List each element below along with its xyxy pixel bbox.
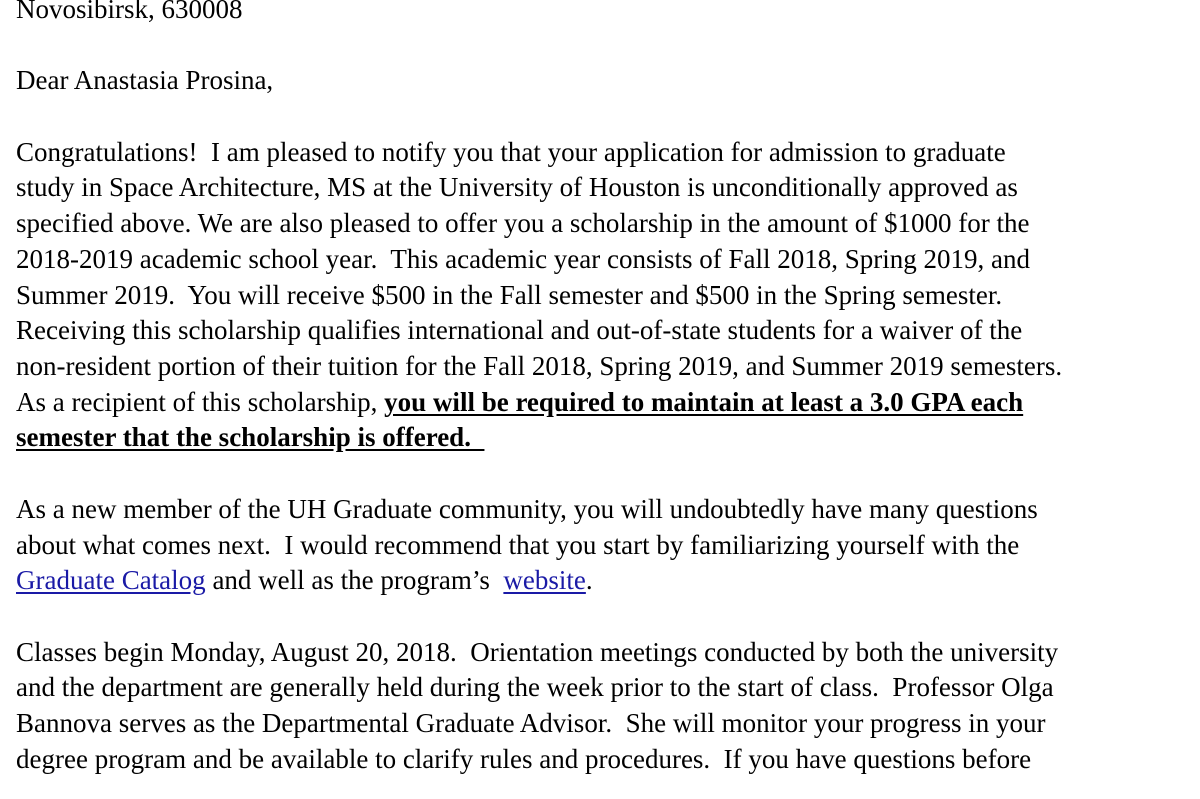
paragraph-line: study in Space Architecture, MS at the University of Houston is unconditionally approved as (16, 172, 1018, 203)
gpa-requirement-prefix: As a recipient of this scholarship, (16, 386, 385, 417)
paragraph-line: As a new member of the UH Graduate community, you will undoubtedly have many questions (16, 493, 1038, 524)
paragraph-line (16, 563, 1196, 599)
community-paragraph (16, 492, 1196, 599)
paragraph-line (16, 420, 1196, 456)
paragraph-line: 2018-2019 academic school year. This academic year consists of Fall 2018, Spring 2019, and (16, 243, 1031, 274)
classes-paragraph (16, 635, 1196, 778)
blank-line (16, 99, 1196, 135)
paragraph-line: Receiving this scholarship qualifies international and out-of-state students for a waiver of the (16, 315, 1023, 346)
paragraph-line: Classes begin Monday, August 20, 2018. Orientation meetings conducted by both the university (16, 636, 1059, 667)
paragraph-line: about what comes next. I would recommend that you start by familiarizing yourself with the (16, 529, 1020, 560)
graduate-catalog-link[interactable]: Graduate Catalog (16, 565, 206, 596)
paragraph-line: non-resident portion of their tuition for the Fall 2018, Spring 2019, and Summer 2019 semesters. (16, 351, 1063, 381)
greeting: Dear Anastasia Prosina, (16, 65, 274, 96)
letter-body (16, 0, 1196, 777)
sentence-end: . (585, 565, 593, 596)
blank-line (16, 28, 1196, 64)
paragraph-line: Bannova serves as the Departmental Graduate Advisor. She will monitor your progress in your (16, 708, 1046, 738)
paragraph-line: Summer 2019. You will receive $500 in the Fall semester and $500 in the Spring semester. (16, 279, 1003, 310)
gpa-requirement-emphasis: you will be required to maintain at least a 3.0 GPA each (384, 386, 1024, 417)
gpa-requirement-emphasis-end: semester that the scholarship is offered. (16, 422, 485, 453)
paragraph-line: degree program and be available to clarify rules and procedures. If you have questions before (16, 743, 1032, 774)
paragraph-line (16, 385, 1196, 421)
paragraph-line: Congratulations! I am pleased to notify you that your application for admission to graduate (16, 136, 1006, 167)
link-connector-text: and well as the program’s (205, 565, 504, 596)
blank-line (16, 599, 1196, 635)
paragraph-line: specified above. We are also pleased to offer you a scholarship in the amount of $1000 for the (16, 208, 1030, 239)
program-website-link[interactable]: website (503, 565, 586, 596)
address-city-line: Novosibirsk, 630008 (16, 0, 243, 24)
paragraph-line: and the department are generally held during the week prior to the start of class. Professor Olga (16, 672, 1054, 703)
scholarship-paragraph (16, 135, 1196, 456)
blank-line (16, 456, 1196, 492)
